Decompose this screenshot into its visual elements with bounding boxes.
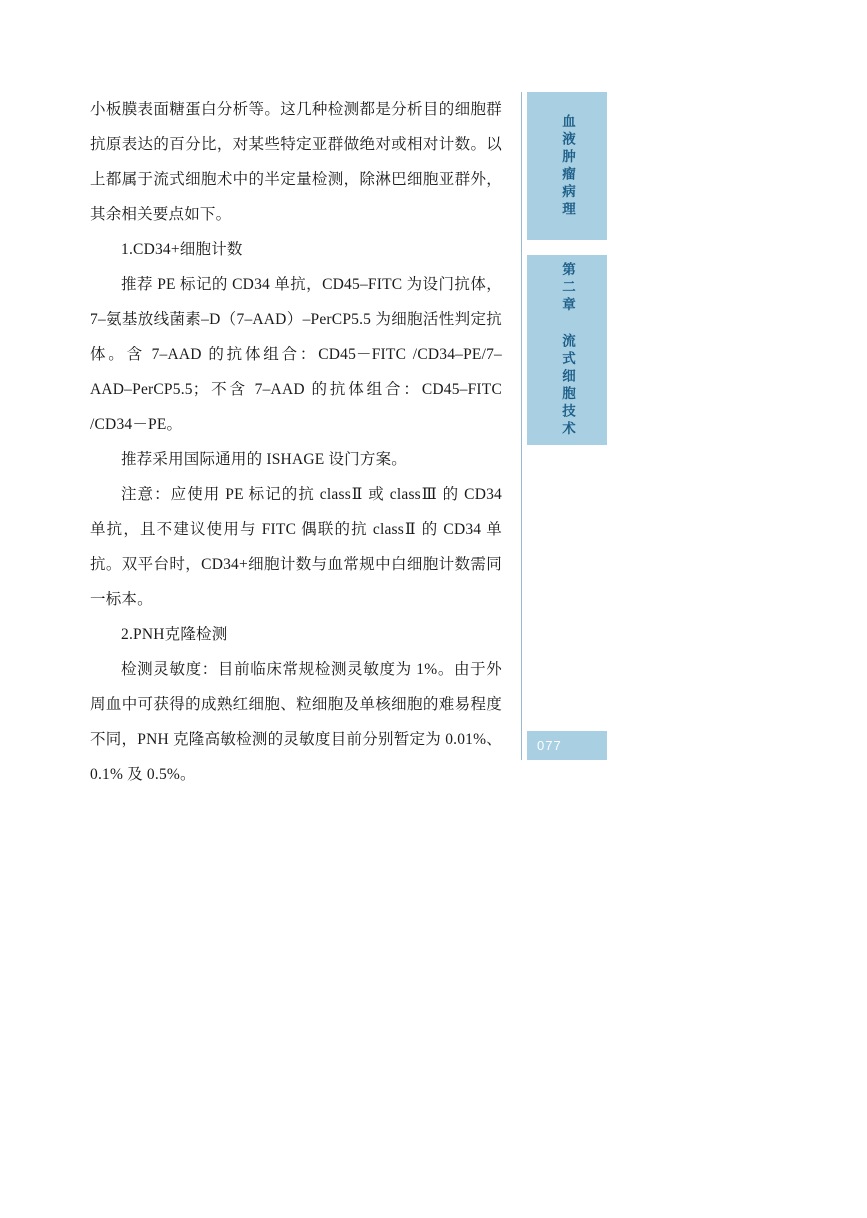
paragraph-ishage: 推荐采用国际通用的 ISHAGE 设门方案。 [121, 451, 407, 468]
side-tab-book-title: 血液肿瘤病理 [527, 92, 607, 240]
paragraph-sensitivity: 检测灵敏度：目前临床常规检测灵敏度为 1%。由于外周血中可获得的成熟红细胞、粒细胞及单核细胞的难易程度不同，PNH 克隆高敏检测的灵敏度目前分别暂定为 0.01%、0.1% 及 0.5%。 [90, 661, 502, 783]
paragraph-note: 注意：应使用 PE 标记的抗 classⅡ 或 classⅢ 的 CD34 单抗，且不建议使用与 FITC 偶联的抗 classⅡ 的 CD34 单抗。双平台时，CD34+细胞计数与血常规中白细胞计数需同一标本。 [90, 486, 502, 608]
vertical-divider [521, 92, 522, 760]
heading-pnh-clone: 2.PNH克隆检测 [121, 626, 228, 643]
paragraph-1: 小板膜表面糖蛋白分析等。这几种检测都是分析目的细胞群抗原表达的百分比，对某些特定亚群做绝对或相对计数。以上都属于流式细胞术中的半定量检测，除淋巴细胞亚群外，其余相关要点如下。 [90, 101, 502, 223]
heading-cd34-count: 1.CD34+细胞计数 [121, 241, 243, 258]
side-tab-chapter-title: 第二章 流式细胞技术 [527, 255, 607, 445]
body-text-column [90, 92, 502, 792]
paragraph-cd34-antibodies: 推荐 PE 标记的 CD34 单抗，CD45–FITC 为设门抗体，7–氨基放线菌素–D（7–AAD）–PerCP5.5 为细胞活性判定抗体。含 7–AAD 的抗体组合：CD45－FITC /CD34–PE/7–AAD–PerCP5.5；不含 7–AAD 的抗体组合：CD45–FITC /CD34－PE。 [90, 276, 502, 433]
page-number: 077 [527, 731, 607, 760]
